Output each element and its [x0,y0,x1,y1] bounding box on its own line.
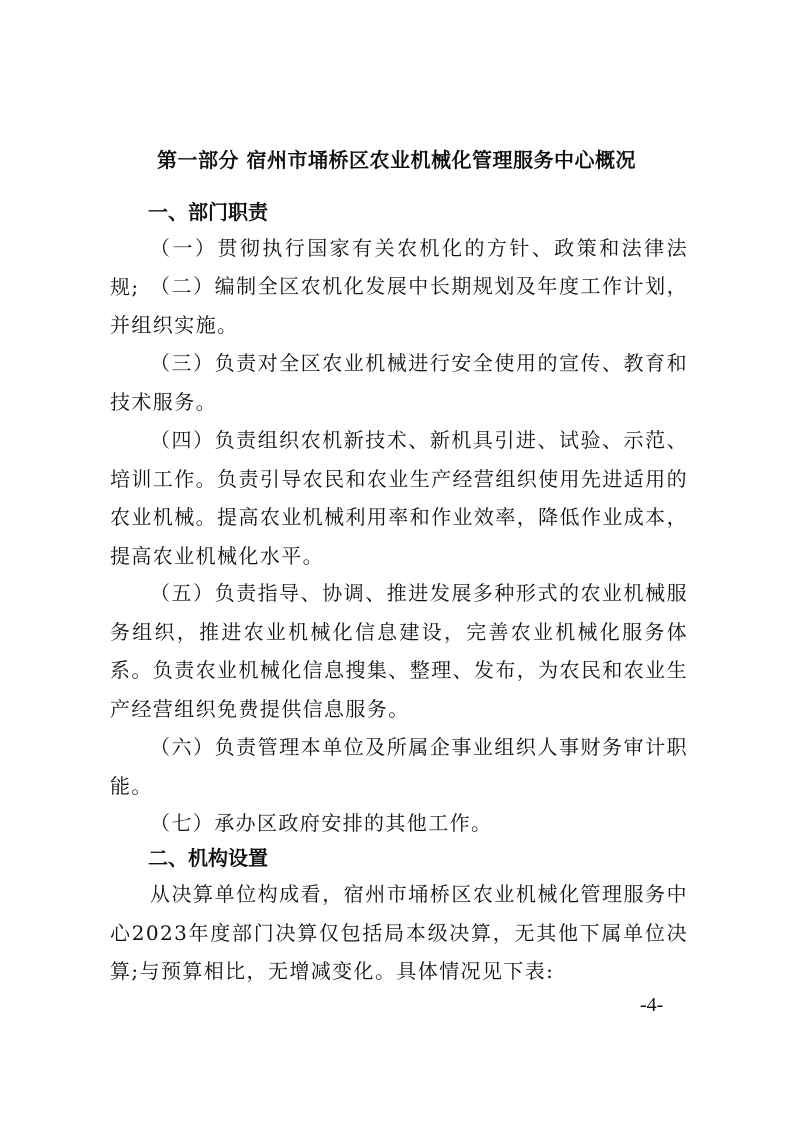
duty-item-5: （五）负责指导、协调、推进发展多种形式的农业机械服务组织，推进农业机械化信息建设，完善农业机械化服务体系。负责农业机械化信息搜集、整理、发布，为农民和农业生产经营组织免费提供信息服务。 [110,581,688,721]
duty-item-3: （三）负责对全区农业机械进行安全使用的宣传、教育和技术服务。 [110,351,688,414]
duty-item-1: （一）贯彻执行国家有关农机化的方针、政策和法律法规; [110,236,688,299]
duty-item-6: （六）负责管理本单位及所属企事业组织人事财务审计职能。 [110,735,688,798]
organization-paragraph: 从决算单位构成看，宿州市埇桥区农业机械化管理服务中心2023年度部门决算仅包括局本级决算，无其他下属单位决算;与预算相比，无增减变化。具体情况见下表: [110,882,688,983]
duty-item-4: （四）负责组织农机新技术、新机具引进、试验、示范、培训工作。负责引导农民和农业生产经营组织使用先进适用的农业机械。提高农业机械利用率和作业效率，降低作业成本，提高农业机械化水平。 [110,428,688,568]
page-title: 第一部分 宿州市埇桥区农业机械化管理服务中心概况 [157,148,636,172]
section-heading-duties: 一、部门职责 [148,200,268,224]
section-heading-organization: 二、机构设置 [148,846,268,870]
duty-item-7: （七）承办区政府安排的其他工作。 [150,811,493,835]
duty-item-2: （二）编制全区农机化发展中长期规划及年度工作计划，并组织实施。 [110,274,688,337]
page-number: -4- [640,994,664,1016]
